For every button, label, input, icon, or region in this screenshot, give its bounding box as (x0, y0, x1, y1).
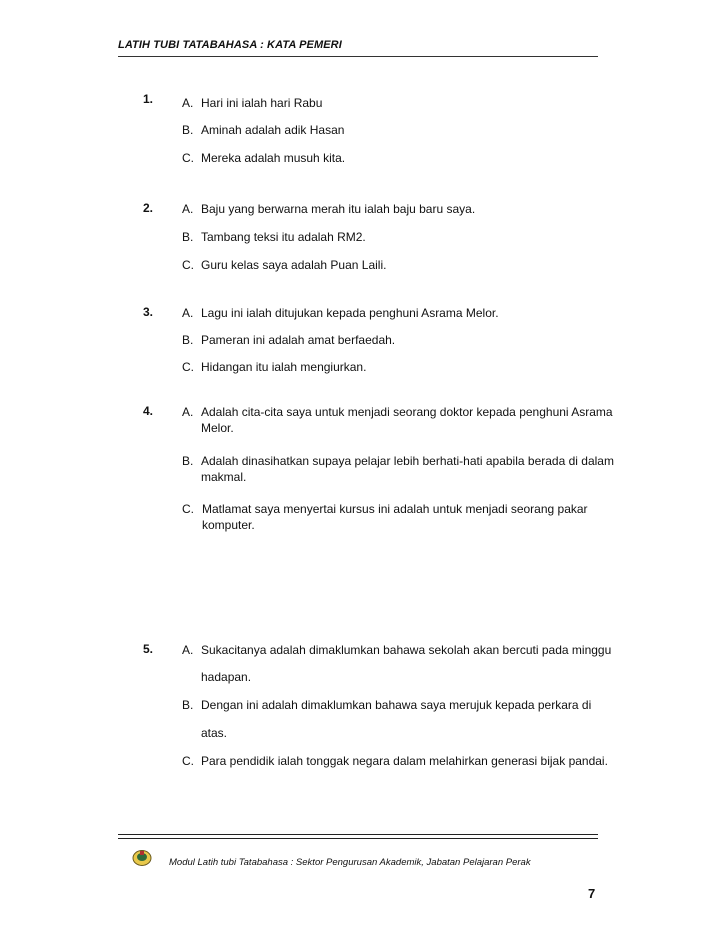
footer-rule (118, 834, 598, 835)
option-continuation: atas. (201, 726, 228, 740)
option-item (182, 150, 632, 166)
option-item (182, 453, 632, 485)
option-text: Matlamat saya menyertai kursus ini adalah untuk menjadi seorang pakar komputer. (202, 502, 588, 532)
option-letter: B. (182, 698, 194, 712)
option-text: Adalah cita-cita saya untuk menjadi seorang doktor kepada penghuni Asrama Melor. (201, 405, 613, 435)
option-text: Guru kelas saya adalah Puan Laili. (201, 258, 387, 272)
option-item (182, 229, 632, 245)
option-letter: A. (182, 202, 194, 216)
option-letter: B. (182, 123, 194, 137)
option-letter: A. (182, 96, 194, 110)
option-letter: C. (182, 754, 194, 768)
page-number: 7 (588, 886, 596, 901)
option-item (182, 359, 632, 375)
option-item (182, 332, 632, 348)
option-text: Pameran ini adalah amat berfaedah. (201, 333, 396, 347)
option-continuation: hadapan. (201, 670, 252, 684)
option-letter: A. (182, 643, 194, 657)
question-number: 4. (143, 404, 154, 418)
option-letter: C. (182, 502, 194, 516)
option-letter: B. (182, 230, 194, 244)
option-letter: B. (182, 454, 194, 468)
option-text: Mereka adalah musuh kita. (201, 151, 346, 165)
option-item (182, 642, 632, 658)
option-letter: C. (182, 258, 194, 272)
option-item (182, 305, 632, 321)
option-text: Para pendidik ialah tonggak negara dalam melahirkan generasi bijak pandai. (201, 754, 608, 768)
option-letter: A. (182, 405, 194, 419)
question-number: 5. (143, 642, 154, 656)
option-item (182, 404, 632, 436)
footer-text: Modul Latih tubi Tatabahasa : Sektor Pengurusan Akademik, Jabatan Pelajaran Perak (169, 857, 531, 868)
option-item (182, 753, 632, 769)
option-text: Baju yang berwarna merah itu ialah baju baru saya. (201, 202, 476, 216)
option-item (182, 501, 632, 533)
option-letter: B. (182, 333, 194, 347)
question-number: 1. (143, 92, 154, 106)
crest-logo-icon (132, 848, 152, 866)
header-rule (118, 56, 598, 57)
option-letter: A. (182, 306, 194, 320)
question-number: 3. (143, 305, 154, 319)
option-text: Sukacitanya adalah dimaklumkan bahawa sekolah akan bercuti pada minggu (201, 643, 612, 657)
option-text: Aminah adalah adik Hasan (201, 123, 345, 137)
page-header-title: LATIH TUBI TATABAHASA : KATA PEMERI (118, 39, 342, 51)
option-text: Tambang teksi itu adalah RM2. (201, 230, 366, 244)
option-item (182, 122, 632, 138)
option-text: Adalah dinasihatkan supaya pelajar lebih berhati-hati apabila berada di dalam makmal. (201, 454, 614, 484)
option-text: Dengan ini adalah dimaklumkan bahawa saya merujuk kepada perkara di (201, 698, 592, 712)
option-letter: C. (182, 360, 194, 374)
option-item (182, 95, 632, 111)
option-item (182, 201, 632, 217)
option-text: Lagu ini ialah ditujukan kepada penghuni Asrama Melor. (201, 306, 499, 320)
option-text: Hari ini ialah hari Rabu (201, 96, 323, 110)
option-item (182, 257, 632, 273)
footer-rule (118, 838, 598, 839)
option-text: Hidangan itu ialah mengiurkan. (201, 360, 367, 374)
question-number: 2. (143, 201, 154, 215)
option-letter: C. (182, 151, 194, 165)
option-item (182, 697, 632, 713)
